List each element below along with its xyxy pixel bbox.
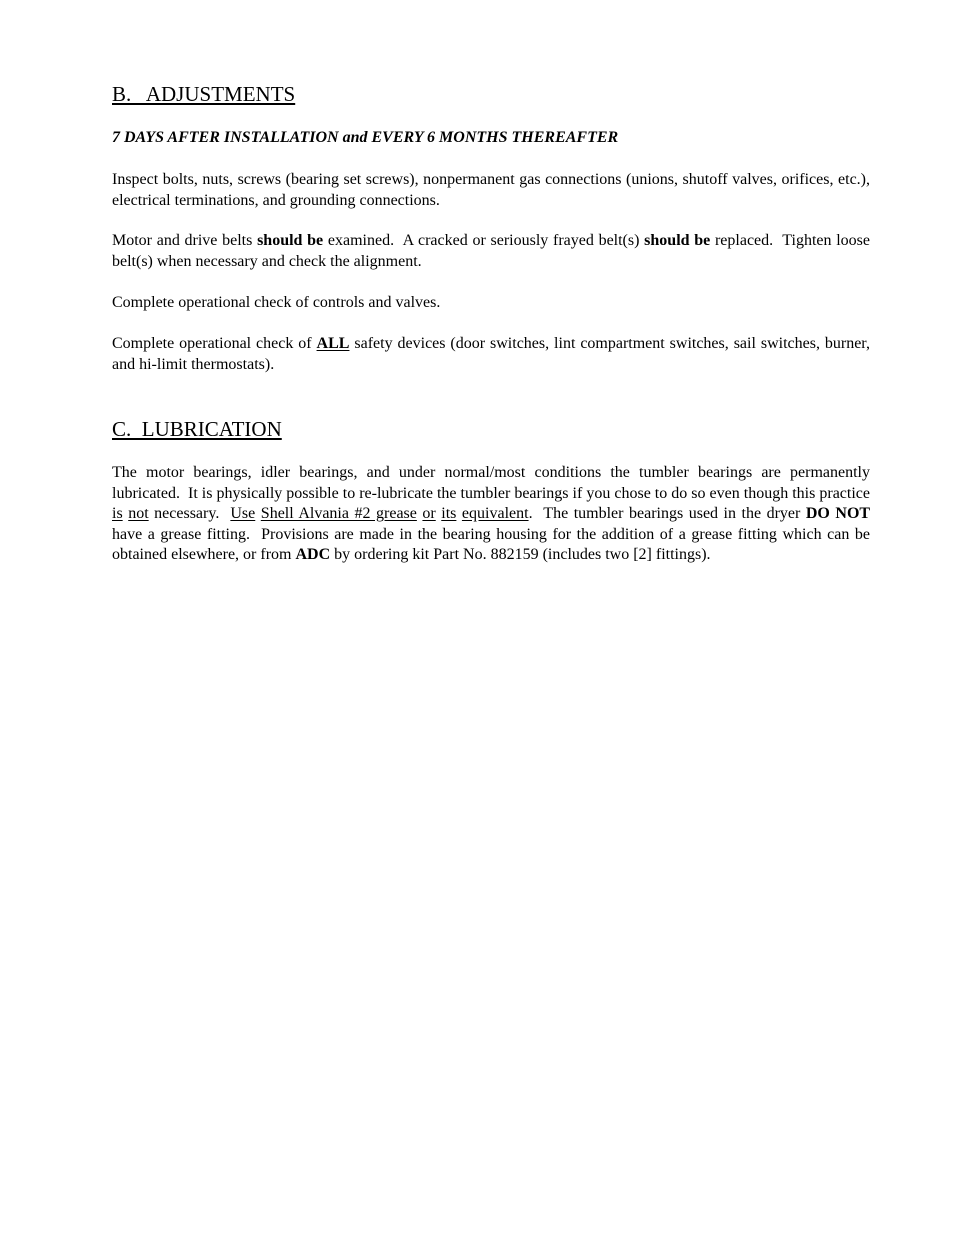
underlined-or: or <box>422 505 436 522</box>
underlined-not: not <box>128 505 149 522</box>
text-run: Complete operational check of <box>112 335 317 352</box>
emphasis-should-be: should be <box>257 232 324 249</box>
underlined-use: Use <box>230 505 256 522</box>
underlined-is: is <box>112 505 123 522</box>
section-heading-lubrication: C. LUBRICATION <box>112 417 282 441</box>
emphasis-do-not: DO NOT <box>805 505 871 522</box>
text-run: replaced. Tighten loose belt(s) when necessary and check the alignment. <box>112 232 874 270</box>
underlined-its: its <box>441 505 457 522</box>
text-run: safety devices (door switches, lint compartment switches, sail switches, burner, and hi-limit thermostats). <box>112 335 874 373</box>
text-run: by ordering kit Part No. 882159 (includes two [2] fittings). <box>330 546 711 563</box>
controls-check-paragraph: Complete operational check of controls and valves. <box>112 294 441 311</box>
text-run: Motor and drive belts <box>112 232 258 249</box>
safety-devices-paragraph <box>112 334 874 375</box>
emphasis-all: ALL <box>316 335 350 352</box>
motor-belts-paragraph <box>112 231 874 272</box>
text-run: The motor bearings, idler bearings, and under normal/most conditions the tumbler bearings are permanently lubricated. It is physically possible to re-lubricate the tumbler bearings if you chose to do so even though this practice <box>112 464 874 502</box>
text-run: necessary. <box>148 505 231 522</box>
section-heading-adjustments: B. ADJUSTMENTS <box>112 82 296 106</box>
inspect-paragraph: Inspect bolts, nuts, screws (bearing set screws), nonpermanent gas connections (unions, shutoff valves, orifices, etc.), electrical terminations, and grounding connections. <box>112 171 870 209</box>
text-run: . The tumbler bearings used in the dryer <box>528 505 806 522</box>
lubrication-paragraph <box>112 463 875 566</box>
text-run: have a grease fitting. Provisions are made in the bearing housing for the addition of a grease fitting which can be obtained elsewhere, or from <box>112 505 875 563</box>
underlined-grease-name: Shell Alvania #2 grease <box>260 505 417 522</box>
adjustments-schedule-subheading: 7 DAYS AFTER INSTALLATION and EVERY 6 MONTHS THEREAFTER <box>112 129 619 146</box>
emphasis-adc: ADC <box>295 546 331 563</box>
underlined-equivalent: equivalent <box>461 505 529 522</box>
text-run: examined. A cracked or seriously frayed belt(s) <box>323 232 645 249</box>
emphasis-should-be: should be <box>644 232 711 249</box>
